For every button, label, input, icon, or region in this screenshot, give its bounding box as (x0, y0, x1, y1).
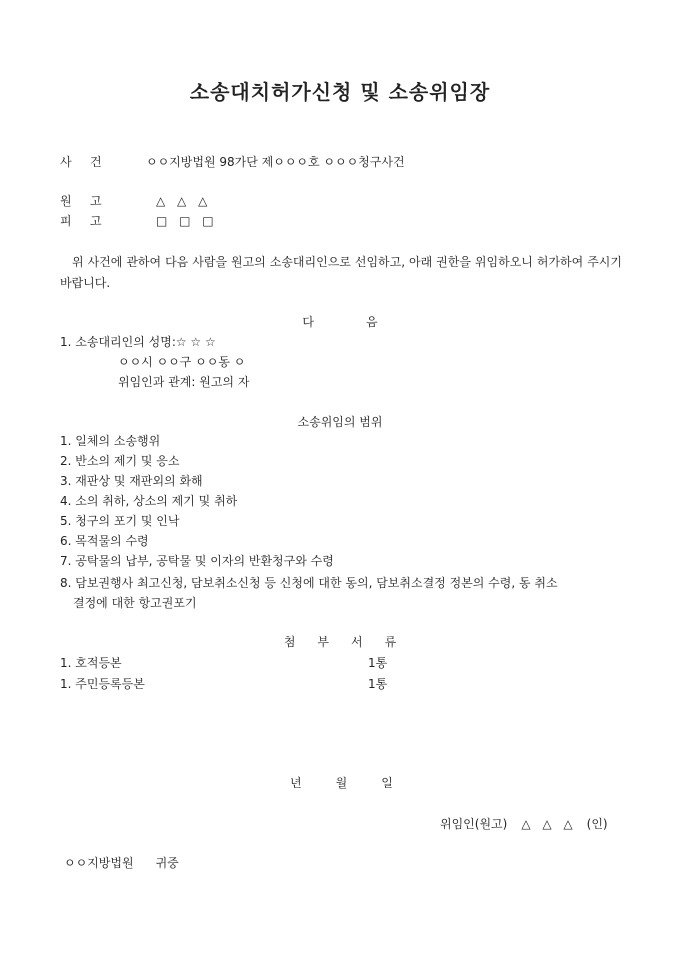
defendant-value: □ □ □ (156, 214, 214, 228)
plaintiff-value: △ △ △ (156, 194, 208, 208)
date-line (290, 775, 393, 791)
defendant-row (60, 213, 214, 229)
defendant-label-2: 고 (90, 214, 102, 228)
scope-item: 4. 소의 취하, 상소의 제기 및 취하 (60, 494, 238, 508)
case-label-2: 건 (90, 155, 102, 169)
scope-item: 8. 담보권행사 최고신청, 담보취소신청 등 신청에 대한 동의, 담보취소결정 정본의 수령, 동 취소 (60, 576, 558, 590)
scope-item: 3. 재판상 및 재판외의 화해 (60, 474, 203, 488)
scope-item: 7. 공탁물의 납부, 공탁물 및 이자의 반환청구와 수령 (60, 554, 334, 568)
scope-item-continuation: 결정에 대한 항고권포기 (73, 596, 197, 610)
date-year-label: 년 (290, 776, 302, 790)
signer-seal: (인) (586, 817, 608, 831)
plaintiff-label-1: 원 (60, 194, 72, 208)
attachment-qty: 1통 (368, 677, 388, 691)
plaintiff-row (60, 193, 207, 209)
defendant-label-1: 피 (60, 214, 72, 228)
agent-relation: 위임인과 관계: 원고의 자 (118, 375, 250, 389)
case-label-1: 사 (60, 155, 72, 169)
agent-address: ㅇㅇ시 ㅇㅇ구 ㅇㅇ동 ㅇ (118, 355, 246, 369)
attachments-heading-char: 부 (317, 635, 329, 649)
date-month-label: 월 (335, 776, 348, 790)
intro-paragraph: 위 사건에 관하여 다음 사람을 원고의 소송대리인으로 선임하고, 아래 권한을 위임하오니 허가하여 주시기 바랍니다. (60, 255, 622, 290)
attachment-name: 1. 호적등본 (60, 656, 122, 670)
scope-item: 2. 반소의 제기 및 응소 (60, 454, 180, 468)
date-day-label: 일 (381, 776, 393, 790)
scope-item: 5. 청구의 포기 및 인낙 (60, 514, 180, 528)
court-name: ㅇㅇ지방법원 (64, 856, 134, 870)
attachments-heading-char: 류 (384, 635, 397, 649)
attachments-heading-char: 서 (351, 635, 363, 649)
following-heading (0, 314, 680, 330)
agent-name-line: 1. 소송대리인의 성명:☆ ☆ ☆ (60, 335, 216, 349)
document-title: 소송대치허가신청 및 소송위임장 (189, 80, 491, 104)
attachment-qty: 1통 (368, 656, 388, 670)
following-char-1: 다 (302, 315, 314, 329)
scope-heading: 소송위임의 범위 (297, 415, 383, 429)
scope-item: 6. 목적물의 수령 (60, 534, 149, 548)
signer-name: △ △ △ (521, 817, 573, 831)
case-value: ㅇㅇ지방법원 98가단 제ㅇㅇㅇ호 ㅇㅇㅇ청구사건 (146, 155, 405, 169)
court-suffix: 귀중 (155, 856, 179, 870)
scope-item: 1. 일체의 소송행위 (60, 434, 161, 448)
signer-line (440, 816, 608, 832)
case-row (60, 154, 405, 170)
plaintiff-label-2: 고 (90, 194, 102, 208)
attachment-name: 1. 주민등록등본 (60, 677, 145, 691)
following-char-2: 음 (366, 315, 378, 329)
attachments-heading (0, 634, 680, 650)
court-line (64, 855, 179, 871)
attachments-heading-char: 첨 (283, 635, 296, 649)
signer-label: 위임인(원고) (440, 817, 508, 831)
